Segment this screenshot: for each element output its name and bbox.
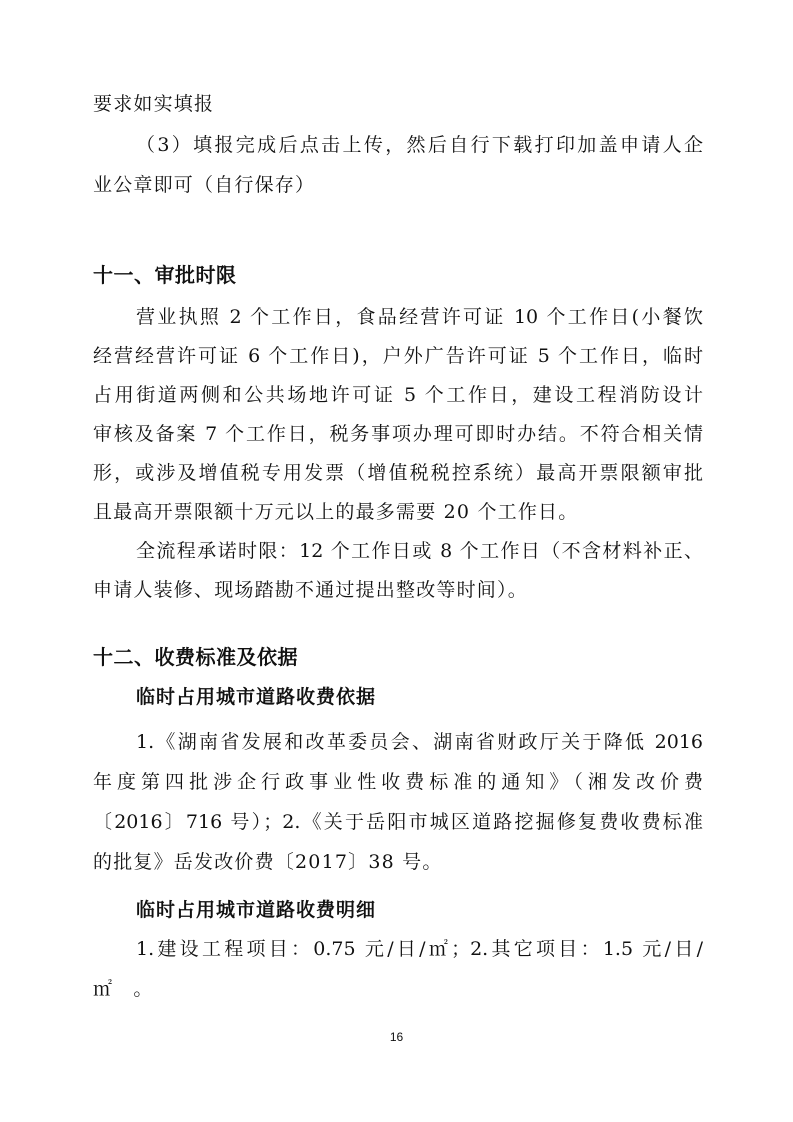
subheading-fee-detail: 临时占用城市道路收费明细 [136, 899, 377, 921]
body-text-line: 形，或涉及增值税专用发票（增值税税控系统）最高开票限额审批 [93, 462, 703, 484]
body-text-line: 的批复》岳发改价费〔2017〕38 号。 [93, 851, 443, 873]
body-text-line: 全流程承诺时限：12 个工作日或 8 个工作日（不含材料补正、 [136, 540, 703, 562]
body-text-line: （3）填报完成后点击上传，然后自行下载打印加盖申请人企 [136, 134, 703, 156]
body-text-line: 审核及备案 7 个工作日，税务事项办理可即时办结。不符合相关情 [93, 423, 703, 445]
body-text-line: 申请人装修、现场踏勘不通过提出整改等时间）。 [93, 579, 528, 601]
body-text-line: 业公章即可（自行保存） [93, 174, 316, 196]
subheading-fee-basis: 临时占用城市道路收费依据 [136, 686, 377, 708]
body-text-line: 1.《湖南省发展和改革委员会、湖南省财政厅关于降低 2016 [136, 731, 703, 753]
body-text-line: 经营经营许可证 6 个工作日)，户外广告许可证 5 个工作日，临时 [93, 345, 703, 367]
body-text-line: ㎡ 。 [93, 978, 154, 1000]
body-text-line: 要求如实填报 [93, 93, 215, 115]
body-text-line: 〔2016〕716 号）；2.《关于岳阳市城区道路挖掘修复费收费标准 [93, 811, 703, 833]
body-text-line: 占用街道两侧和公共场地许可证 5 个工作日，建设工程消防设计 [93, 384, 703, 406]
body-text-line: 营业执照 2 个工作日，食品经营许可证 10 个工作日(小餐饮 [136, 306, 703, 328]
section-heading-approval-time: 十一、审批时限 [93, 263, 237, 287]
body-text-line: 年度第四批涉企行政事业性收费标准的通知》（湘发改价费 [93, 771, 703, 793]
body-text-line: 1.建设工程项目：0.75 元/日/㎡；2.其它项目：1.5 元/日/ [136, 938, 703, 960]
body-text-line: 且最高开票限额十万元以上的最多需要 20 个工作日。 [93, 501, 579, 523]
section-heading-fees: 十二、收费标准及依据 [93, 645, 298, 669]
page-number: 16 [389, 1030, 404, 1044]
